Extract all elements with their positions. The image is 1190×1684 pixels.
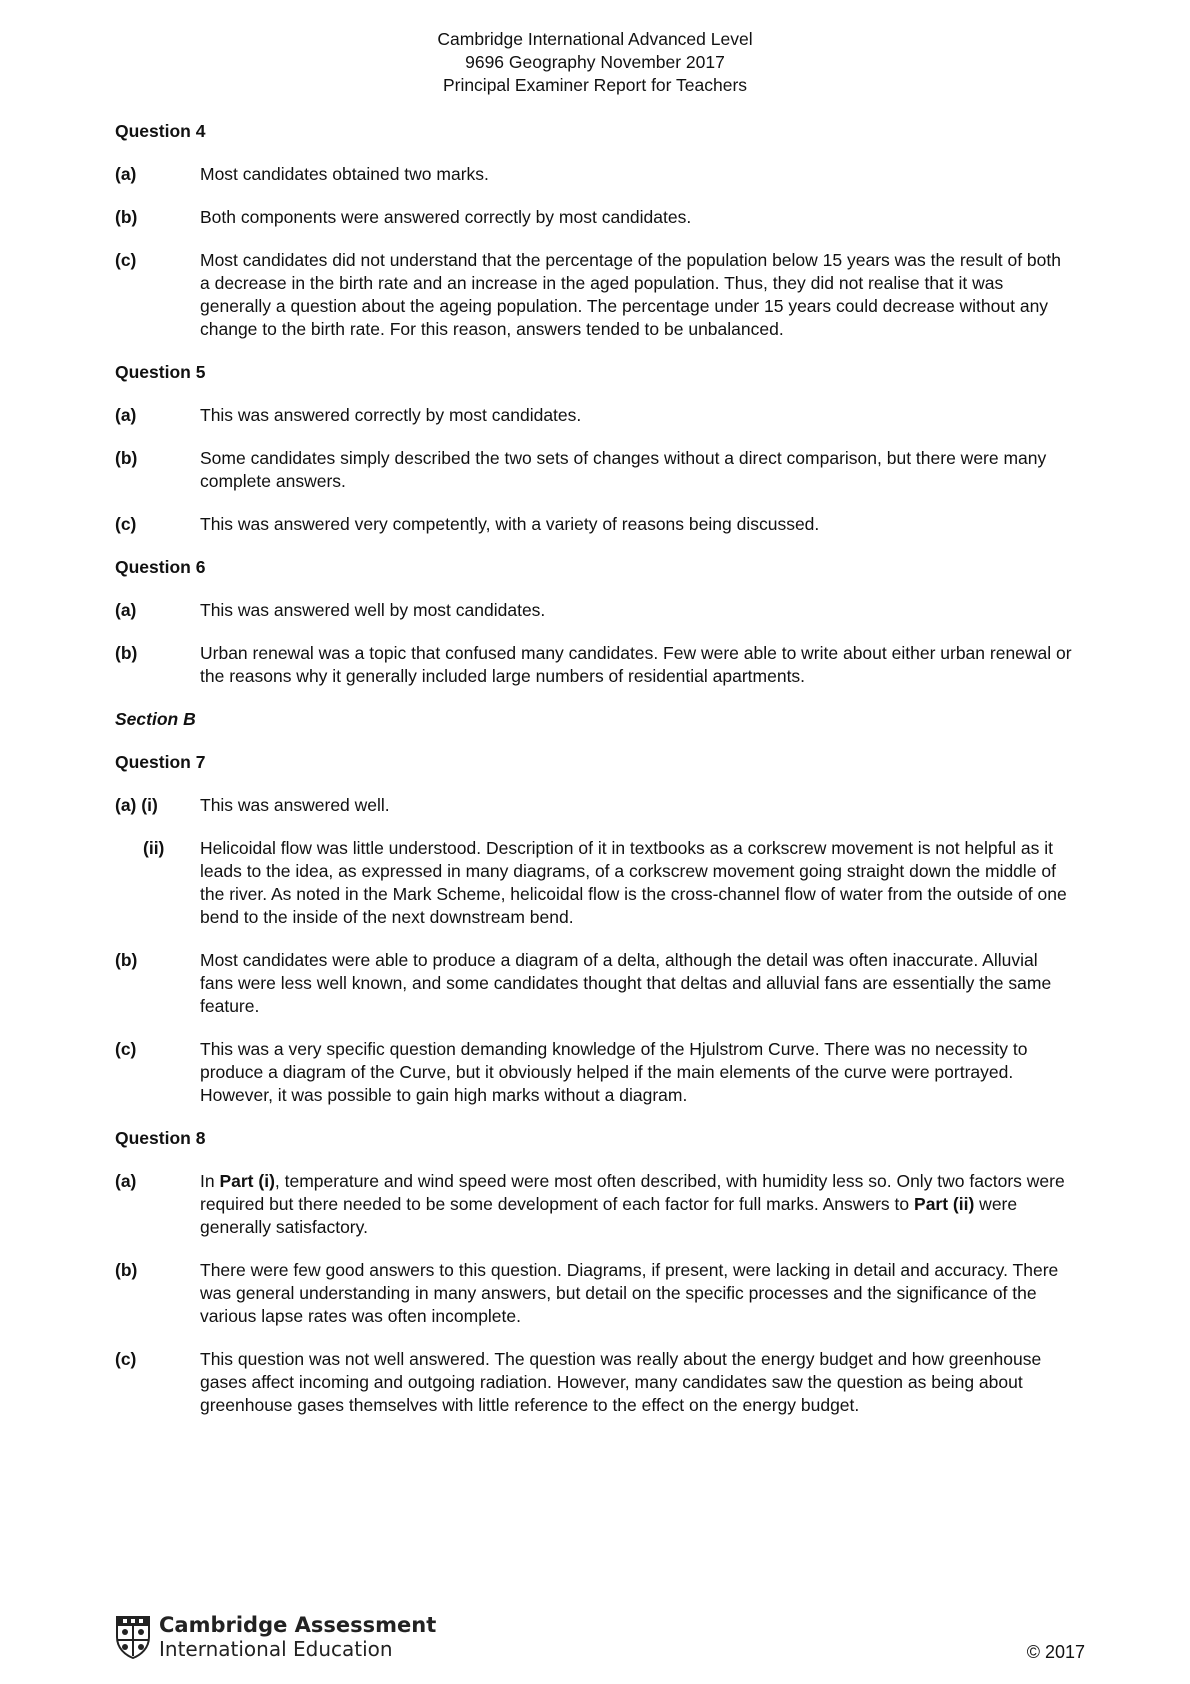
part-text: Both components were answered correctly by most candidates.: [200, 207, 692, 227]
q8-part-b: [115, 1259, 1075, 1328]
logo-line-2: International Education: [159, 1637, 393, 1661]
part-text: Most candidates did not understand that the percentage of the population below 15 years was the result of both a decrease in the birth rate and an increase in the aged population. Thus, they did not realise that it was generally a question about the ageing population. The percentage under 15 years could decrease without any change to the birth rate. For this reason, answers tended to be unbalanced.: [200, 250, 1061, 339]
question-4-heading: Question 4: [115, 121, 206, 141]
part-text: [200, 1170, 1075, 1239]
part-text: Urban renewal was a topic that confused many candidates. Few were able to write about either urban renewal or the reasons why it generally included large numbers of residential apartments.: [200, 643, 1072, 686]
question-5-heading: Question 5: [115, 362, 206, 382]
page-header: [0, 28, 1190, 97]
part-label: (a): [115, 405, 137, 425]
q4-part-a: [115, 163, 1075, 186]
part-text: There were few good answers to this question. Diagrams, if present, were lacking in detail and accuracy. There was general understanding in many answers, but detail on the specific processes and the significance of the various lapse rates was often incomplete.: [200, 1260, 1059, 1326]
part-text: This was a very specific question demanding knowledge of the Hjulstrom Curve. There was no necessity to produce a diagram of the Curve, but it obviously helped if the main elements of the curve were portrayed. However, it was possible to gain high marks without a diagram.: [200, 1039, 1028, 1105]
part-text: This was answered correctly by most candidates.: [200, 405, 582, 425]
part-label: (c): [115, 1039, 137, 1059]
text-run: In: [200, 1171, 220, 1191]
q5-part-c: [115, 513, 1075, 536]
part-label: (b): [115, 448, 138, 468]
q5-part-b: [115, 447, 1075, 493]
part-label: (b): [115, 1260, 138, 1280]
part-text: This question was not well answered. The question was really about the energy budget and how greenhouse gases affect incoming and outgoing radiation. However, many candidates saw the question as being about greenhouse gases themselves with little reference to the effect on the energy budget.: [200, 1349, 1042, 1415]
header-line-2: 9696 Geography November 2017: [465, 52, 725, 72]
part-label: (a): [115, 164, 137, 184]
part-text: This was answered well by most candidates.: [200, 600, 546, 620]
part-label: (c): [115, 1349, 137, 1369]
question-7-heading: Question 7: [115, 752, 206, 772]
q7-part-c: [115, 1038, 1075, 1107]
question-8-heading: Question 8: [115, 1128, 206, 1148]
part-label: (b): [115, 207, 138, 227]
part-label: (b): [115, 643, 138, 663]
header-line-3: Principal Examiner Report for Teachers: [442, 75, 748, 95]
part-text: This was answered very competently, with a variety of reasons being discussed.: [200, 514, 820, 534]
header-line-1: Cambridge International Advanced Level: [437, 29, 753, 49]
part-text: Helicoidal flow was little understood. Description of it in textbooks as a corkscrew movement is not helpful as it leads to the idea, as expressed in many diagrams, of a corkscrew movement going straight down the middle of the river. As noted in the Mark Scheme, helicoidal flow is the cross-channel flow of water from the outside of one bend to the inside of the next downstream bend.: [200, 838, 1067, 927]
part-text: Most candidates were able to produce a diagram of a delta, although the detail was often inaccurate. Alluvial fans were less well known, and some candidates thought that deltas and alluvial fans are essentially the same feature.: [200, 950, 1052, 1016]
text-run: were generally satisfactory.: [200, 1194, 1018, 1237]
q6-part-a: [115, 599, 1075, 622]
part-label: (c): [115, 514, 137, 534]
crest-icon: [115, 1615, 151, 1659]
part-label: (ii): [143, 838, 165, 858]
part-label: (b): [115, 950, 138, 970]
question-6-heading: Question 6: [115, 557, 206, 577]
q8-part-c: [115, 1348, 1075, 1417]
part-label: (a): [115, 1171, 137, 1191]
bold-run: Part (i): [219, 1171, 275, 1191]
part-text: Some candidates simply described the two sets of changes without a direct comparison, but there were many complete answers.: [200, 448, 1047, 491]
part-text: This was answered well.: [200, 795, 390, 815]
section-b-heading: Section B: [115, 709, 196, 729]
part-label: (a) (i): [115, 795, 158, 815]
bold-run: Part (ii): [914, 1194, 975, 1214]
part-label: (a): [115, 600, 137, 620]
q6-part-b: [115, 642, 1075, 688]
q4-part-c: [115, 249, 1075, 341]
q7-part-a-i: [115, 794, 1075, 817]
report-body: [115, 120, 1075, 1437]
q8-part-a: [115, 1170, 1075, 1239]
cambridge-logo: [115, 1613, 436, 1661]
part-label: (c): [115, 250, 137, 270]
copyright-notice: © 2017: [1026, 1642, 1085, 1662]
q4-part-b: [115, 206, 1075, 229]
text-run: , temperature and wind speed were most often described, with humidity less so. Only two factors were required but there needed to be some development of each factor for full marks. Answers to: [200, 1171, 1065, 1214]
q5-part-a: [115, 404, 1075, 427]
logo-wordmark: [159, 1613, 436, 1661]
q7-part-a-ii: [115, 837, 1075, 929]
part-text: Most candidates obtained two marks.: [200, 164, 489, 184]
q7-part-b: [115, 949, 1075, 1018]
logo-line-1: Cambridge Assessment: [159, 1613, 437, 1637]
